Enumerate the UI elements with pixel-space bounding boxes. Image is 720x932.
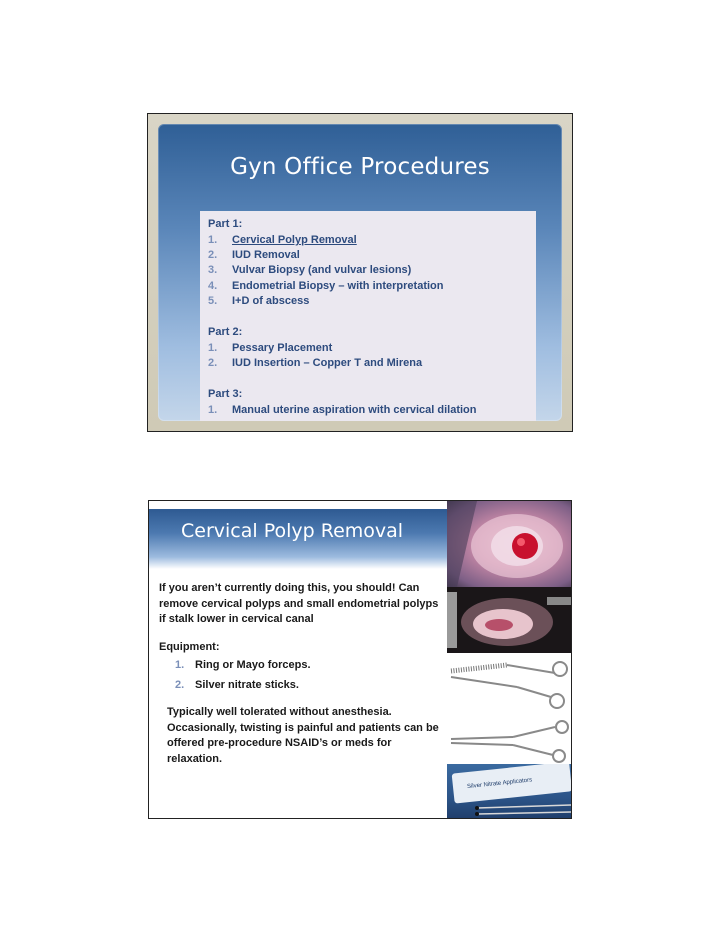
agenda-item <box>208 248 528 263</box>
item-text: Pessary Placement <box>232 342 333 355</box>
item-number: 5. <box>208 294 218 307</box>
spacer <box>208 371 528 387</box>
item-number: 1. <box>175 659 185 671</box>
item-text: Vulvar Biopsy (and vulvar lesions) <box>232 264 412 277</box>
agenda-item <box>208 403 528 418</box>
item-number: 2. <box>208 357 218 370</box>
slide-2-body <box>159 581 444 767</box>
slide-2 <box>148 500 572 819</box>
part-heading: Part 3: <box>208 388 243 401</box>
ring-forceps-image <box>447 653 572 719</box>
spacer <box>208 309 528 325</box>
part-heading: Part 2: <box>208 326 243 339</box>
silver-nitrate-label: Silver Nitrate Applicators <box>466 777 533 791</box>
silver-nitrate-drawing <box>447 764 572 819</box>
agenda-item <box>208 233 528 248</box>
item-number: 2. <box>175 679 185 691</box>
slide-1-title: Gyn Office Procedures <box>230 154 490 180</box>
ring-forceps-drawing <box>447 653 572 719</box>
intro-text: If you aren’t currently doing this, you should! Can remove cervical polyps and small endometrial polyps if stalk lower in cervical canal <box>159 582 439 625</box>
slide-1-background <box>158 124 562 421</box>
cervix-speculum-photo-image <box>447 587 572 653</box>
item-number: 4. <box>208 279 218 292</box>
agenda-item <box>208 294 528 309</box>
mayo-forceps-image <box>447 719 572 764</box>
equipment-item <box>175 655 444 675</box>
item-number: 3. <box>208 264 218 277</box>
item-text: IUD Removal <box>232 249 300 262</box>
item-text: IUD Insertion – Copper T and Mirena <box>232 357 423 370</box>
item-text: Manual uterine aspiration with cervical dilation <box>232 404 477 417</box>
mayo-forceps-drawing <box>447 719 572 764</box>
part-heading: Part 1: <box>208 218 243 230</box>
cervix-photo-drawing <box>447 587 572 653</box>
item-text: I+D of abscess <box>232 294 310 307</box>
item-number: 1. <box>208 342 218 355</box>
equipment-heading: Equipment: <box>159 640 220 653</box>
agenda-item <box>208 356 528 371</box>
agenda-item <box>208 279 528 294</box>
item-number: 1. <box>208 404 218 417</box>
anesthesia-note: Typically well tolerated without anesthesia. Occasionally, twisting is painful and patients can be offered pre-procedure NSAID’s or meds for relaxation. <box>167 706 439 765</box>
item-text: Endometrial Biopsy – with interpretation <box>232 279 444 292</box>
item-text: Silver nitrate sticks. <box>195 679 299 691</box>
item-text[interactable]: Cervical Polyp Removal <box>232 234 357 246</box>
silver-nitrate-sticks-image <box>447 764 572 819</box>
slide-2-title: Cervical Polyp Removal <box>181 520 404 542</box>
slide-1 <box>147 113 573 432</box>
agenda-item <box>208 263 528 278</box>
polyp-photo-image <box>447 501 572 587</box>
agenda-item <box>208 341 528 356</box>
item-number: 2. <box>208 249 218 262</box>
agenda-box <box>200 211 536 421</box>
polyp-photo-drawing <box>447 501 572 587</box>
item-text: Ring or Mayo forceps. <box>195 659 311 671</box>
item-number: 1. <box>208 234 218 246</box>
equipment-item <box>175 675 444 695</box>
